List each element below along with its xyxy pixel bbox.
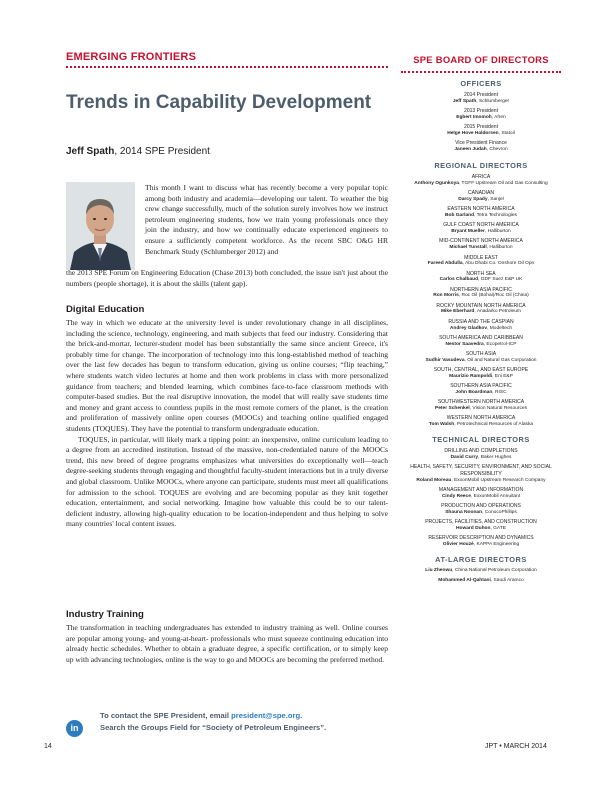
person-name: Bryant Mueller <box>451 228 485 234</box>
list-item <box>401 383 561 396</box>
person-name: Bob Garland <box>445 212 475 218</box>
person-org: , ConocoPhillips <box>482 509 517 515</box>
contact-line <box>100 710 326 722</box>
person <box>401 578 561 584</box>
list-item <box>401 415 561 428</box>
section-divider <box>66 66 388 68</box>
person-org: , Baker Hughes <box>478 454 512 460</box>
person <box>401 245 561 251</box>
list-item <box>401 464 561 483</box>
person <box>401 261 561 267</box>
person-name: Cindy Reece <box>441 493 471 499</box>
person-org: , GATE <box>490 525 506 531</box>
email-link[interactable]: president@spe.org <box>231 711 301 720</box>
person <box>401 293 561 299</box>
contact-suffix: . <box>300 711 303 720</box>
person-org: , Afren <box>491 114 506 120</box>
person-org: , Halliburton <box>484 228 511 234</box>
role: 2014 President <box>464 92 498 98</box>
person-name: Anthony Ogunkoya <box>414 180 459 186</box>
role: SOUTHWESTERN NORTH AMERICA <box>437 399 525 406</box>
list-item <box>401 174 561 187</box>
person <box>401 455 561 461</box>
officers-list <box>401 92 561 153</box>
person-org: , China National Petroleum Corporation <box>452 568 537 574</box>
person-name: Maurizio Rampoldi <box>449 373 493 379</box>
digital-education-section <box>66 318 388 530</box>
author-name: Jeff Spath <box>66 146 115 157</box>
person <box>401 526 561 532</box>
list-item <box>401 124 561 137</box>
person-name: Tom Walsh <box>428 422 455 428</box>
person-org: , Abu Dhabi Co. Onshore Oil Opn <box>462 261 535 267</box>
person <box>401 478 561 484</box>
person-org: , Ecopetrol-ICP <box>483 341 517 347</box>
role: NORTH SEA <box>466 270 496 277</box>
role: AFRICA <box>471 174 491 181</box>
person-name: Michael Tunstall <box>449 245 487 251</box>
person-name: David Curry <box>450 454 479 460</box>
list-item <box>401 271 561 284</box>
person <box>401 99 561 105</box>
list-item <box>401 287 561 300</box>
role: Vice President Finance <box>455 140 507 147</box>
list-item <box>401 222 561 235</box>
person <box>401 229 561 235</box>
sidebar-divider <box>401 71 561 73</box>
role: SOUTHERN ASIA PACIFIC <box>450 383 512 390</box>
role: RUSSIA AND THE CASPIAN <box>448 318 514 325</box>
author-role: , 2014 SPE President <box>114 146 210 157</box>
person-org: , Oil and Natural Gas Corporation <box>464 357 537 363</box>
person-name: Roland Moreau <box>416 477 452 483</box>
person-org: , KAPPA Engineering <box>473 541 520 547</box>
role: NORTHERN ASIA PACIFIC <box>450 286 512 293</box>
at-large-directors-heading: AT-LARGE DIRECTORS <box>435 555 527 565</box>
intro-paragraph-continued: the 2013 SPE Forum on Engineering Education (Chase 2013) both concluded, the issue isn't just about the numbers (people shortage), it is about the skills (talent gap). <box>66 268 388 288</box>
officers-heading: OFFICERS <box>460 79 502 88</box>
person-name: Peter Schenkel <box>435 405 470 411</box>
person-org: , GDF Suez E&P UK <box>478 277 523 283</box>
paragraph: TOQUES, in particular, will likely mark a tipping point: an inexpensive, online curriculum leading to a degree from an accredited institution. Instead of the massive, non-credentialed nature of the MOOCs trend, this new breed of degree programs emphasizes what universities do exceptionally well—teach degree-seeking students through engaging and thoughtful faculty-student interactions but in a truly diverse and global classroom. Unlike MOOCs, where anyone can participate, students must meet all qualifications for admission to the school. TOQUES are evolving and are becoming popular as they knit together education, entertainment, and social networking. Imagine how valuable this could be to our talent-deficient industry, allowing high-quality education to be location-independent and thus helping to solve many countries' local content issues. <box>66 434 388 529</box>
list-item <box>401 319 561 332</box>
paragraph: The transformation in teaching undergraduates has extended to industry training as well. Online courses are popular among young- and young-at-heart- professionals who must squeeze continuing education into already hectic schedules. Whether to obtain a graduate degree, a specific certification, or to simply keep up with advancing technologies, online is the way to go and MOOCs are becoming the preferred method. <box>66 623 388 664</box>
paragraph: The way in which we educate at the university level is under revolutionary change in all disciplines, including the science, technology, engineering, and math subjects that feed our industry. Considering that the brick-and-mortar, lecturer-student model has been substantially the same since ancient Greece, it's probably time for change. The incorporation of technology into this long-established method of teaching over the last few decades has begun to transform education, giving us online courses; “flip teaching,” where students watch video lectures at home and then work problems in class with more personalized guidance from teachers; and blended learning, which combines face-to-face classroom methods with computer-based studies. But the real disruptive innovation, the model that will really save students time and money and grant access to countless pupils in the most remote corners of the planet, is the creation and proliferation of massively online open courses (MOOCs) and teaching online qualified engaged students (TOQUES). They have the potential to transform undergraduate education. <box>66 318 388 433</box>
list-item <box>401 503 561 516</box>
role: HEALTH, SAFETY, SECURITY, ENVIRONMENT, AND SOCIAL RESPONSIBILITY <box>410 464 552 477</box>
person-org: , Statoil <box>498 130 515 136</box>
regional-directors-list <box>401 174 561 428</box>
person <box>401 115 561 121</box>
person-org: , Vision Natural Resources <box>469 405 527 411</box>
role: MID-CONTINENT NORTH AMERICA <box>439 238 523 245</box>
role: EASTERN NORTH AMERICA <box>447 206 515 213</box>
person-name: Olivier Houzé <box>442 541 474 547</box>
person-org: , RISC <box>492 389 507 395</box>
author-photo <box>66 182 135 270</box>
list-item <box>401 448 561 461</box>
linkedin-icon[interactable]: in <box>66 720 83 737</box>
person <box>401 131 561 137</box>
person <box>401 510 561 516</box>
person-name: John Boardman <box>455 389 493 395</box>
person <box>401 422 561 428</box>
person <box>401 326 561 332</box>
intro-paragraph: This month I want to discuss what has recently become a very popular topic among both industry and academia—developing our talent. To weather the big crew change successfully, much of the solution surely involves how we instruct petroleum engineering students, how we train young professionals once they join the industry, and how we continually educate experienced engineers to ensure a sufficiently competent workforce. As the recent SBC O&G HR Benchmark Study (Schlumberger 2012) and <box>145 183 388 256</box>
person <box>401 568 561 574</box>
person-name: Mohammed Al-Qahtani <box>438 577 491 583</box>
linkedin-line: Search the Groups Field for “Society of Petroleum Engineers”. <box>100 723 327 732</box>
role: WESTERN NORTH AMERICA <box>446 415 516 422</box>
list-item <box>401 238 561 251</box>
role: PRODUCTION AND OPERATIONS <box>441 503 521 510</box>
person-name: Sudhir Vasudeva <box>425 357 465 363</box>
list-item <box>401 108 561 121</box>
list-item <box>401 351 561 364</box>
person-org: , Roc Oil (Bohai)/Roc Oil (China) <box>458 293 529 299</box>
list-item <box>401 519 561 532</box>
technical-directors-heading: TECHNICAL DIRECTORS <box>432 435 530 445</box>
person-name: Shauna Noonan <box>445 509 483 515</box>
person-org: , Tetra Technologies <box>474 212 517 218</box>
role: MIDDLE EAST <box>464 254 498 261</box>
role: SOUTH, CENTRAL, AND EAST EUROPE <box>433 367 529 374</box>
person-org: , Eni E&P <box>492 373 513 379</box>
person <box>401 147 561 153</box>
person <box>401 181 561 187</box>
person-org: , Petrotechnical Resources of Alaska <box>454 422 534 428</box>
heading-digital-education: Digital Education <box>66 304 145 315</box>
role: 2013 President <box>464 108 498 115</box>
list-item <box>401 487 561 500</box>
person-name: Mike Eberhard <box>441 309 475 315</box>
person-org: , Halliburton <box>486 245 513 251</box>
section-label: EMERGING FRONTIERS <box>66 51 197 63</box>
list-item <box>401 140 561 153</box>
role: GULF COAST NORTH AMERICA <box>443 222 519 229</box>
person-org: , Saudi Aramco <box>490 577 524 583</box>
list-item <box>401 535 561 548</box>
role: MANAGEMENT AND INFORMATION <box>438 487 524 494</box>
person-name: Darcy Spady <box>458 196 488 202</box>
person-name: Andrey Gladkov <box>449 325 488 331</box>
person <box>401 342 561 348</box>
person-name: Janeen Judah <box>454 146 487 152</box>
role: RESERVOIR DESCRIPTION AND DYNAMICS <box>428 535 534 542</box>
person <box>401 197 561 203</box>
list-item <box>401 190 561 203</box>
role: ROCKY MOUNTAIN NORTH AMERICA <box>436 302 526 309</box>
byline <box>66 146 210 157</box>
list-item <box>401 92 561 105</box>
article-title: Trends in Capability Development <box>66 92 372 113</box>
person-name: Fareed Abdulla <box>427 261 463 267</box>
person <box>401 277 561 283</box>
person-name: Jeff Spath <box>452 98 477 104</box>
person <box>401 390 561 396</box>
list-item <box>401 578 561 584</box>
person-org: , TGFF Upstream Oil and Gas Consulting <box>458 180 548 186</box>
at-large-directors-list <box>401 568 561 584</box>
contact-prefix: To contact the SPE President, email <box>100 711 232 720</box>
list-item <box>401 335 561 348</box>
sidebar-title: SPE BOARD OF DIRECTORS <box>413 54 549 65</box>
portrait-image <box>66 182 135 270</box>
person-org: , Sanjel <box>487 196 504 202</box>
regional-directors-heading: REGIONAL DIRECTORS <box>434 161 528 171</box>
person <box>401 374 561 380</box>
person <box>401 406 561 412</box>
role: DRILLING AND COMPLETIONS <box>444 448 518 455</box>
contact-note <box>100 710 326 734</box>
board-of-directors-sidebar <box>401 48 561 587</box>
list-item <box>401 303 561 316</box>
person-org: , ExxonMobil Upstream Research Company <box>451 477 546 483</box>
role: CANADIAN <box>467 190 495 197</box>
list-item <box>401 255 561 268</box>
technical-directors-list <box>401 448 561 548</box>
role: SOUTH AMERICA AND CARIBBEAN <box>439 335 523 342</box>
person-name: Egbert Imomoh <box>456 114 492 120</box>
role: SOUTH ASIA <box>465 351 497 358</box>
person-name: Nestor Saavedra <box>445 341 484 347</box>
person-name: Carlos Chalbaud <box>439 277 479 283</box>
person-name: Helge Hove Haldorsen <box>447 130 499 136</box>
person-org: , Modeltech <box>487 325 513 331</box>
person <box>401 542 561 548</box>
person <box>401 494 561 500</box>
list-item <box>401 568 561 574</box>
list-item <box>401 399 561 412</box>
person-name: Howard Duhon <box>456 525 491 531</box>
person-org: , Chevron <box>486 146 508 152</box>
list-item <box>401 206 561 219</box>
person-org: , Anadarko Petroleum <box>474 309 521 315</box>
person-name: Ron Morris <box>433 293 459 299</box>
page-number: 14 <box>44 743 52 750</box>
heading-industry-training: Industry Training <box>66 609 144 620</box>
industry-training-section <box>66 623 388 665</box>
role: 2015 President <box>464 124 498 131</box>
list-item <box>401 367 561 380</box>
person-org: , ExxonMobil Annuitant <box>470 493 521 499</box>
role: PROJECTS, FACILITIES, AND CONSTRUCTION <box>425 519 537 526</box>
person <box>401 213 561 219</box>
person <box>401 309 561 315</box>
journal-issue: JPT • MARCH 2014 <box>485 743 547 750</box>
person <box>401 358 561 364</box>
person-name: Liu Zhenwu <box>425 568 453 574</box>
person-org: , Schlumberger <box>476 98 510 104</box>
